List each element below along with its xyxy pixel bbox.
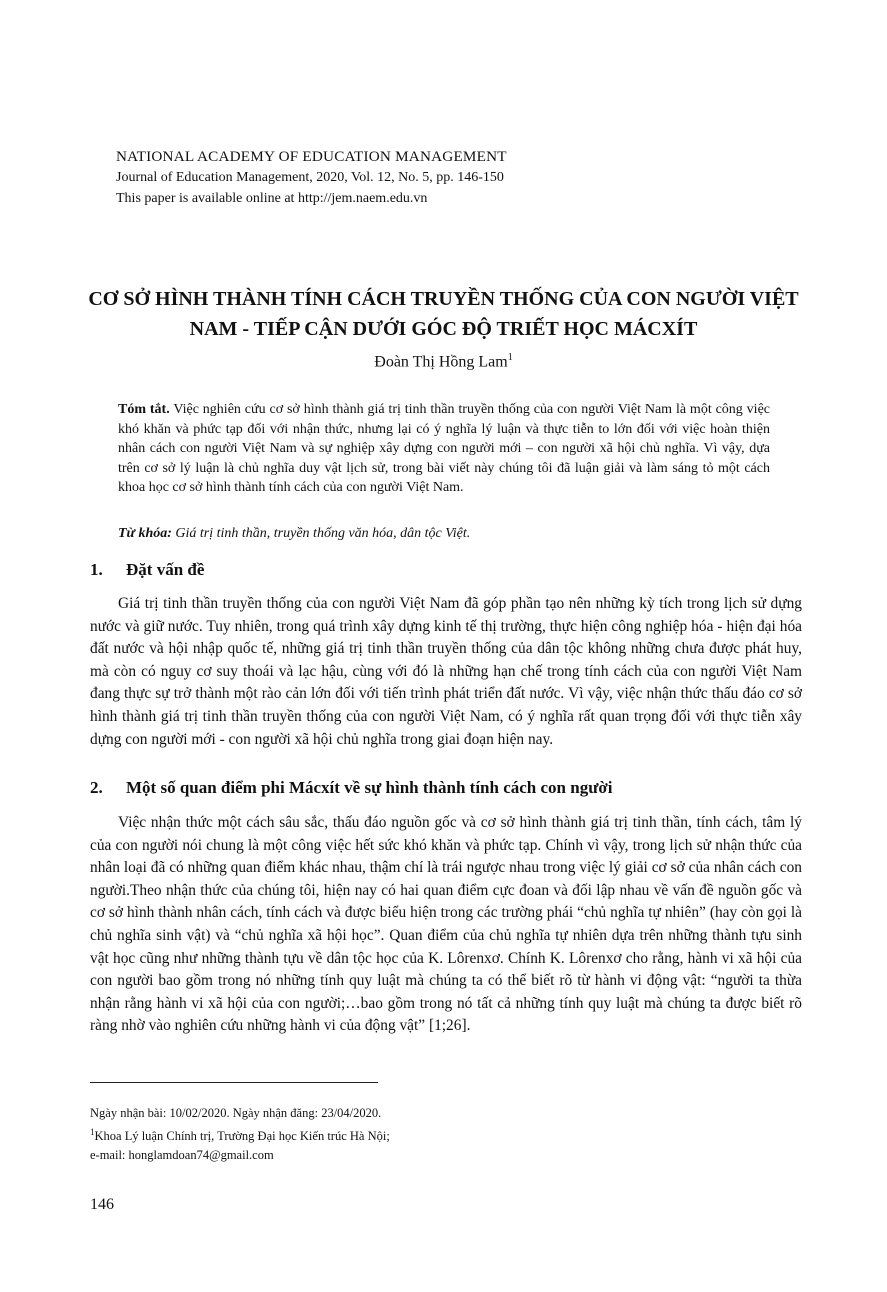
institution-name: NATIONAL ACADEMY OF EDUCATION MANAGEMENT	[116, 148, 507, 165]
affiliation-mark: 1	[90, 1127, 95, 1137]
footnote-divider	[90, 1082, 378, 1083]
section-1-heading	[90, 560, 204, 580]
section-2-paragraph: Việc nhận thức một cách sâu sắc, thấu đáo nguồn gốc và cơ sở hình thành giá trị tinh thần, tính cách, tâm lý của con người nói chung là một công việc hết sức khó khăn và phức tạp. Chính vì vậy, trong lịch sử nhận thức của nhân loại đã có những quan điểm khác nhau, thậm chí là trái ngược nhau trong việc lý giải cơ sở của nhân cách con người.Theo nhận thức của chúng tôi, hiện nay có hai quan điểm cực đoan và đối lập nhau về vấn đề nguồn gốc và cơ sở hình thành nhân cách, tính cách và được biểu hiện trong các trường phái “chủ nghĩa tự nhiên” (hay còn gọi là chủ nghĩa sinh vật) và “chủ nghĩa xã hội học”. Quan điểm của chủ nghĩa tự nhiên dựa trên những thành tựu sinh vật học cũng như những thành tựu về dân tộc học của K. Lôrenxơ. Chính K. Lôrenxơ cho rằng, hành vi xã hội của con người bao gồm trong nó những tính quy luật mà chúng ta có thể biết rõ từ hành vi động vật: “người ta thừa nhận rằng hành vi xã hội của con người;…bao gồm trong nó tất cả những tính quy luật mà chúng ta được biết rõ ràng nhờ vào nghiên cứu những hành vi của động vật” [1;26].	[90, 814, 802, 1035]
journal-header	[116, 146, 507, 209]
keywords-label: Từ khóa:	[118, 526, 172, 541]
title-line-1: CƠ SỞ HÌNH THÀNH TÍNH CÁCH TRUYỀN THỐNG CỦA CON NGƯỜI VIỆT	[88, 288, 799, 310]
footnotes	[90, 1104, 390, 1165]
page-number: 146	[90, 1196, 114, 1213]
paper-title	[60, 284, 827, 344]
keywords-text: Giá trị tinh thần, truyền thống văn hóa, dân tộc Việt.	[171, 526, 471, 541]
abstract-label: Tóm tắt.	[118, 402, 170, 417]
author-line	[0, 352, 887, 371]
section-2-heading	[90, 778, 613, 798]
abstract	[118, 400, 770, 498]
abstract-text: Việc nghiên cứu cơ sở hình thành giá trị tinh thần truyền thống của con người Việt Nam là một công việc khó khăn và phức tạp đối với nhận thức, nhưng lại có ý nghĩa lý luận và thực tiễn to lớn đối với việc hoàn thiện nhân cách con người Việt Nam và sự nghiệp xây dựng con người mới – con người xã hội chủ nghĩa. Vì vậy, dựa trên cơ sở lý luận là chủ nghĩa duy vật lịch sử, trong bài viết này chúng tôi đã luận giải và làm sáng tỏ một cách khoa học cơ sở hình thành tính cách của con người Việt Nam.	[118, 402, 771, 495]
availability-note: This paper is available online at http://jem.naem.edu.vn	[116, 191, 428, 206]
footnote-dates: Ngày nhận bài: 10/02/2020. Ngày nhận đăng: 23/04/2020.	[90, 1106, 382, 1120]
section-1-title: Đặt vấn đề	[126, 560, 205, 579]
journal-citation: Journal of Education Management, 2020, Vol. 12, No. 5, pp. 146-150	[116, 170, 504, 185]
footnote-affiliation-line	[90, 1123, 390, 1146]
title-line-2: NAM - TIẾP CẬN DƯỚI GÓC ĐỘ TRIẾT HỌC MÁCXÍT	[189, 318, 698, 340]
section-2-number: 2.	[90, 778, 103, 797]
footnote-affiliation: Khoa Lý luận Chính trị, Trường Đại học Kiến trúc Hà Nội;	[94, 1129, 390, 1144]
section-1-number: 1.	[90, 560, 103, 579]
section-1-paragraph: Giá trị tinh thần truyền thống của con người Việt Nam đã góp phần tạo nên những kỳ tích trong lịch sử dựng nước và giữ nước. Tuy nhiên, trong quá trình xây dựng kinh tế thị trường, thực hiện công nghiệp hóa - hiện đại hóa đất nước và hội nhập quốc tế, những giá trị tinh thần truyền thống của dân tộc không những chưa được phát huy, mà còn có nguy cơ suy thoái và lạc hậu, cùng với đó là những hạn chế trong tính cách của con người Việt Nam đang thực sự trở thành một rào cản lớn đối với tiến trình phát triển đất nước. Vì vậy, việc nhận thức thấu đáo cơ sở hình thành giá trị tinh thần truyền thống của con người Việt Nam, có ý nghĩa rất quan trọng đối với thực tiễn xây dựng con người mới - con người xã hội chủ nghĩa trong giai đoạn hiện nay.	[90, 595, 802, 748]
section-2-title: Một số quan điểm phi Mácxít về sự hình thành tính cách con người	[126, 778, 613, 797]
author-name: Đoàn Thị Hồng Lam	[374, 353, 508, 371]
keywords	[118, 526, 470, 542]
author-footnote-mark: 1	[507, 352, 513, 363]
footnote-email: e-mail: honglamdoan74@gmail.com	[90, 1148, 274, 1163]
